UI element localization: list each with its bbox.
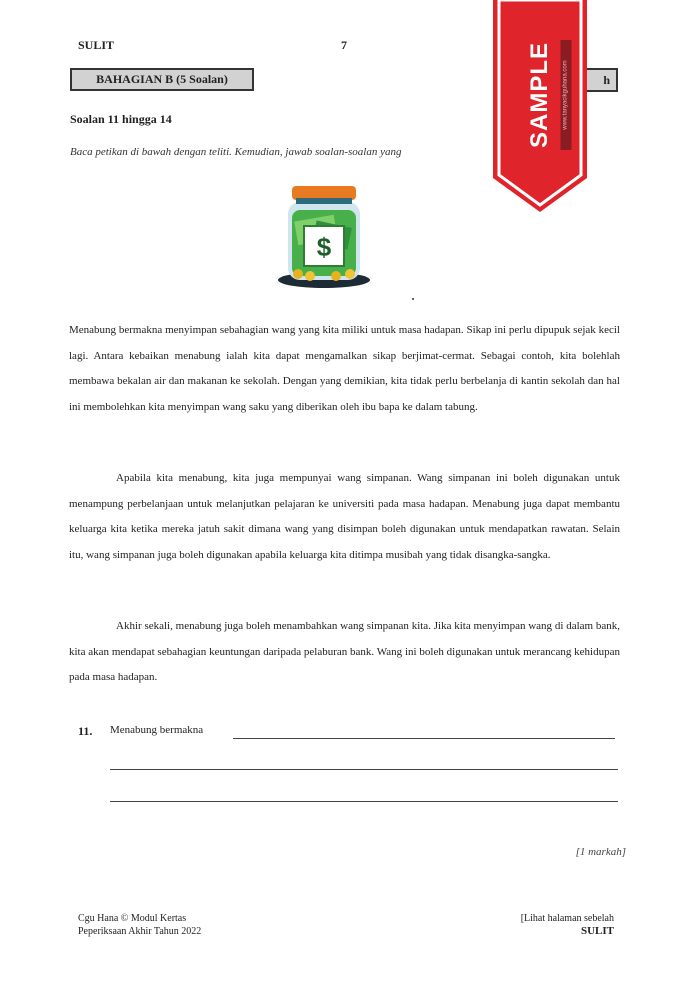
sample-watermark-tag: www.tanyacikguhana.com bbox=[561, 40, 572, 150]
marks-label: [1 markah] bbox=[575, 846, 626, 858]
header-sulit: SULIT bbox=[78, 38, 115, 52]
stray-dot bbox=[412, 298, 414, 300]
passage-paragraph-2: Apabila kita menabung, kita juga mempunyai wang simpanan. Wang simpanan ini boleh digunakan untuk menampung perbelanjaan untuk melanjutkan pelajaran ke universiti pada masa hadapan. Menabung juga dapat membantu keluarga kita ketika mereka jatuh sakit dimana wang yang disimpan boleh digunakan untuk mendapatkan rawatan. Selain itu, wang simpanan juga boleh digunakan apabila keluarga kita ditimpa musibah yang tidak disangka-sangka. bbox=[69, 472, 620, 561]
footer-credit-line-2: Peperiksaan Akhir Tahun 2022 bbox=[78, 926, 202, 937]
money-jar-icon bbox=[274, 180, 374, 292]
answer-line-2[interactable] bbox=[110, 769, 618, 770]
sample-watermark-text: SAMPLE bbox=[526, 41, 553, 149]
section-right-box: h bbox=[560, 68, 618, 92]
footer-credit-line-1: Cgu Hana © Modul Kertas bbox=[78, 913, 187, 924]
question-range-subtitle: Soalan 11 hingga 14 bbox=[70, 112, 172, 126]
answer-line-3[interactable] bbox=[110, 801, 618, 802]
section-title-box: BAHAGIAN B (5 Soalan) bbox=[70, 68, 254, 91]
footer-sulit: SULIT bbox=[580, 925, 614, 937]
passage-paragraph-1: Menabung bermakna menyimpan sebahagian wang yang kita miliki untuk masa hadapan. Sikap ini perlu dipupuk sejak kecil lagi. Antara kebaikan menabung ialah kita dapat mengamalkan sikap berjimat-cermat. Sebagai contoh, kita bolehlah membawa bekalan air dan makanan ke sekolah. Dengan yang demikian, kita tidak perlu berbelanja di kantin sekolah dan hal ini membolehkan kita menyimpan wang saku yang diberikan oleh ibu bapa ke dalam tabung. bbox=[69, 324, 620, 413]
dollar-sign: $ bbox=[316, 232, 332, 262]
passage-paragraph-3: Akhir sekali, menabung juga boleh menambahkan wang simpanan kita. Jika kita menyimpan wang di dalam bank, kita akan mendapat sebahagian keuntungan daripada pelaburan bank. Wang ini boleh digunakan untuk merancang kehidupan pada masa hadapan. bbox=[69, 620, 620, 683]
question-number: 11. bbox=[78, 724, 93, 738]
footer-next-page-note: [Lihat halaman sebelah bbox=[520, 913, 614, 924]
footer-next-page bbox=[521, 912, 614, 938]
answer-line-1[interactable] bbox=[233, 738, 615, 739]
footer-credit bbox=[78, 912, 201, 938]
page-number: 7 bbox=[341, 38, 347, 52]
reading-instruction: Baca petikan di bawah dengan teliti. Kemudian, jawab soalan-soalan yang bbox=[70, 146, 402, 158]
question-text: Menabung bermakna bbox=[110, 724, 204, 736]
